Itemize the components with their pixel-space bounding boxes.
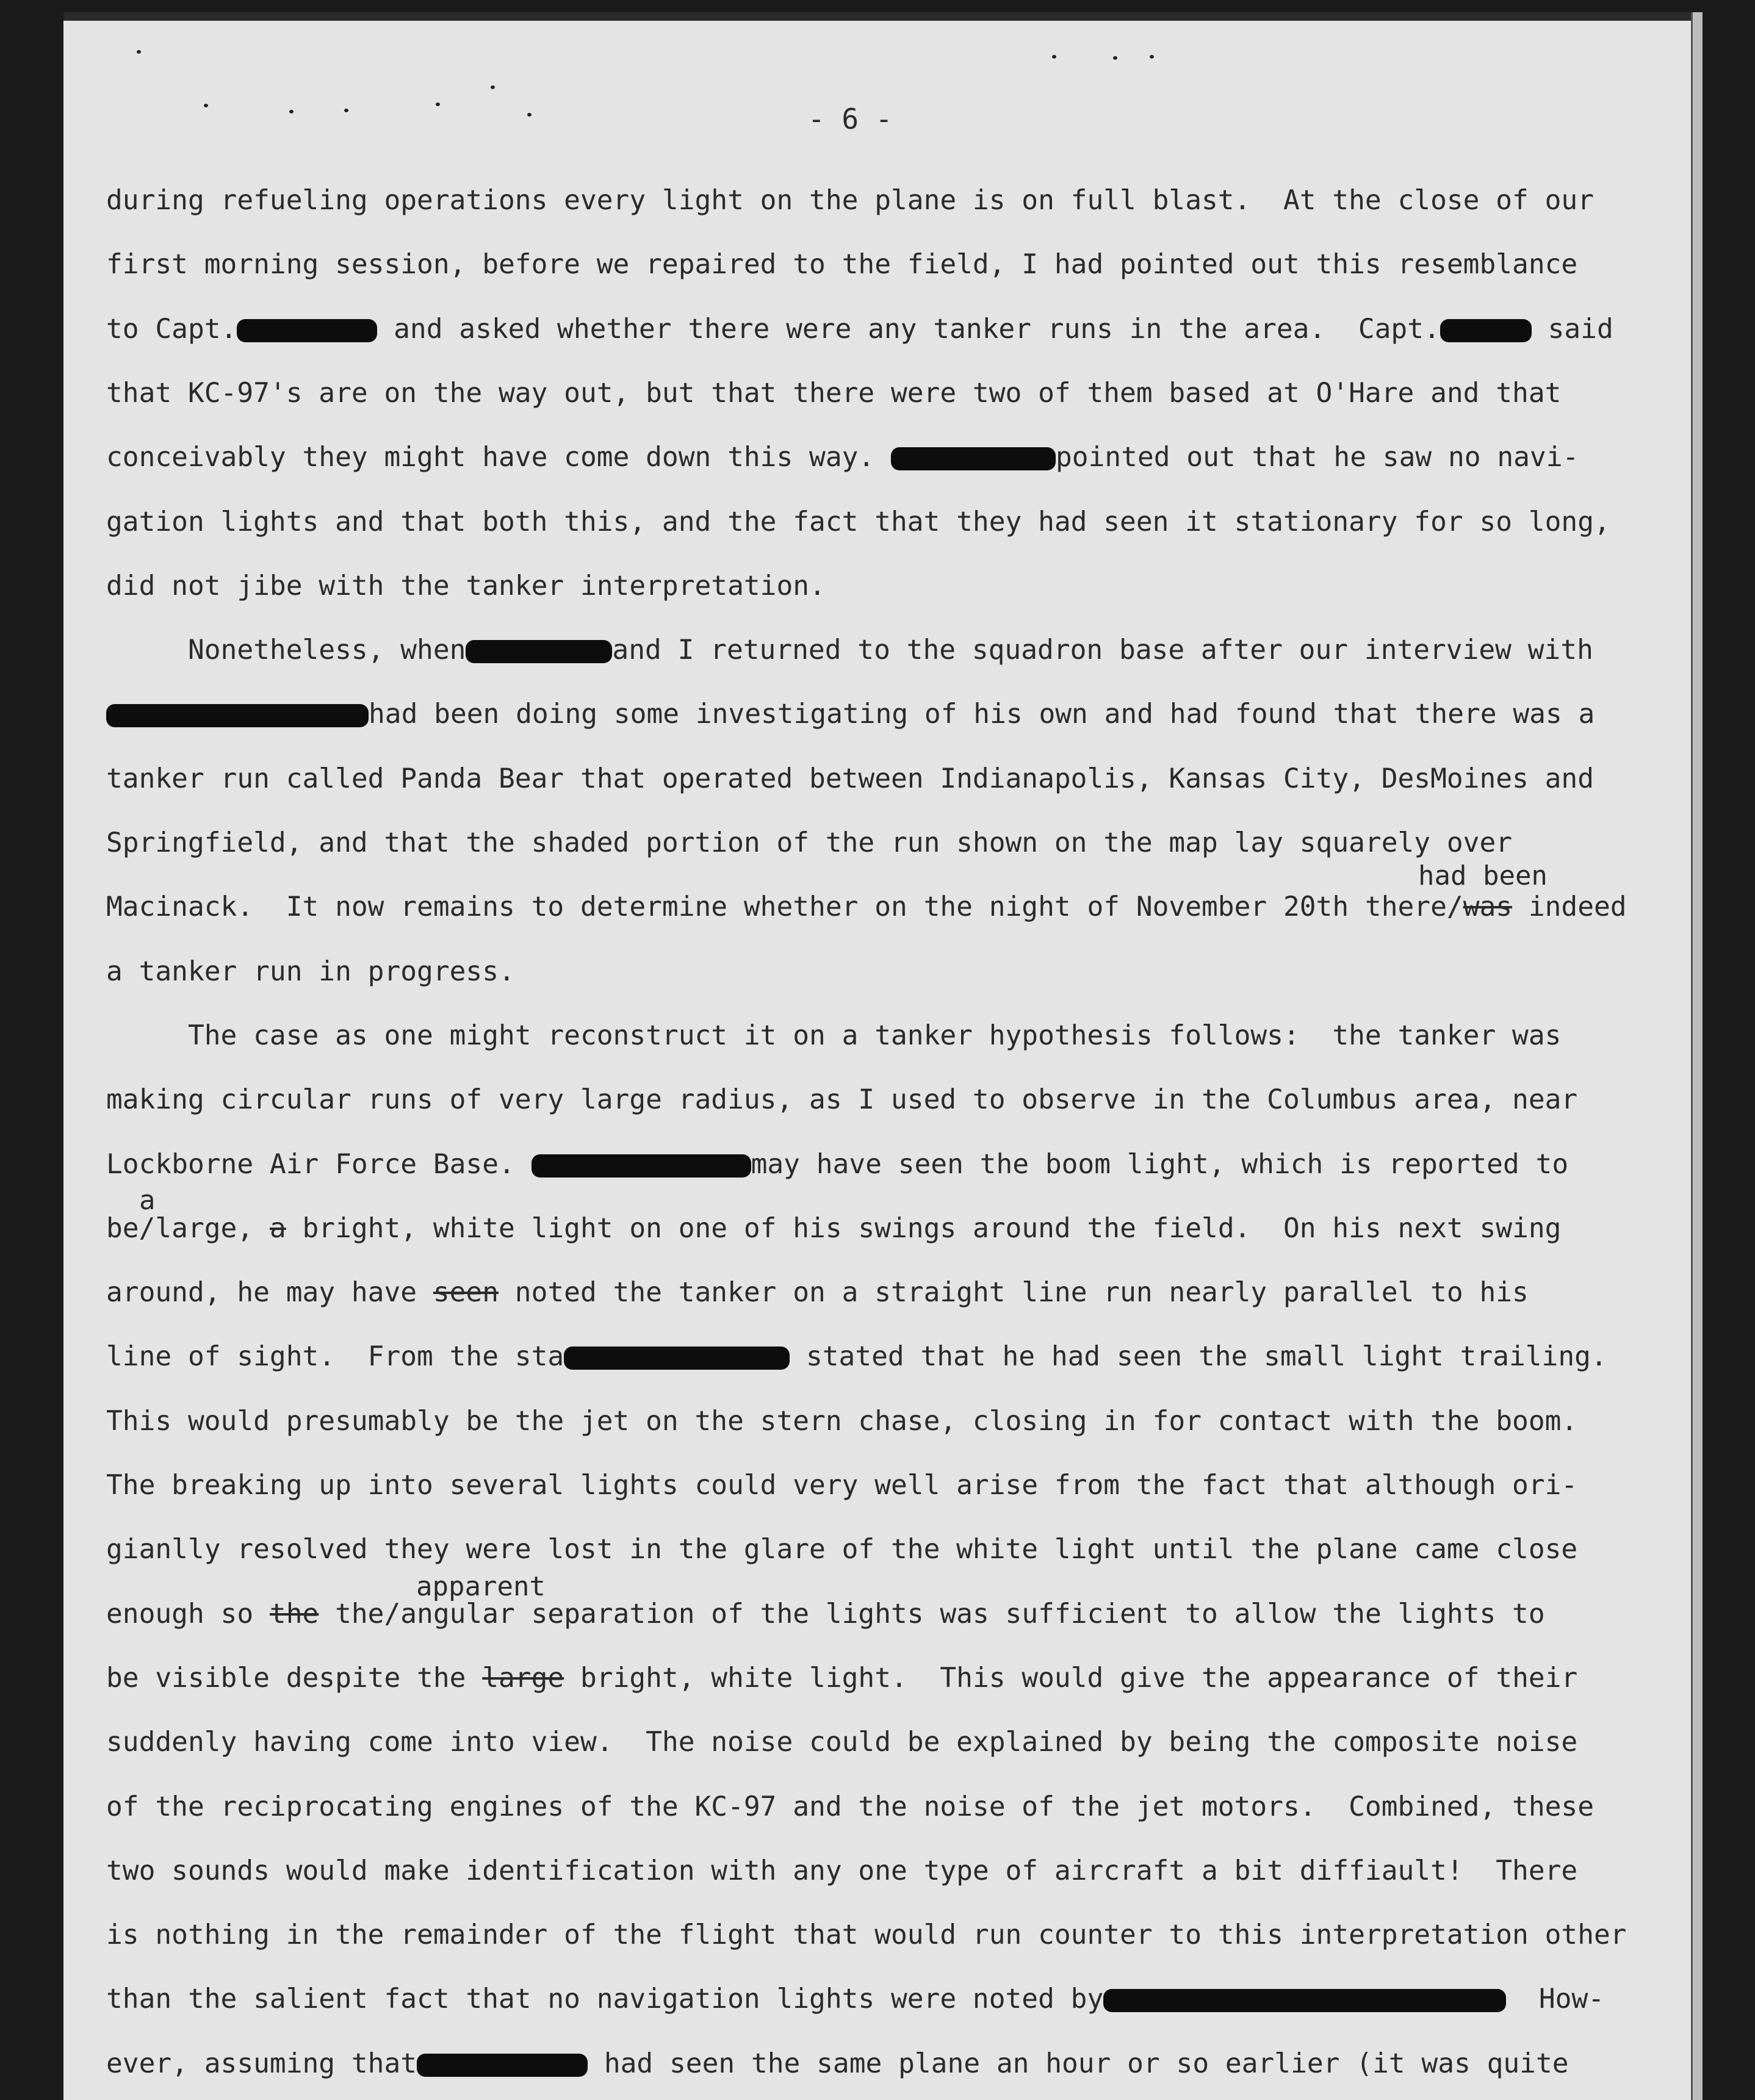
redaction-bar <box>466 640 612 663</box>
text-segment: and asked whether there were any tanker runs in the area. Capt. <box>377 314 1440 345</box>
text-segment: making circular runs of very large radius, as I used to observe in the Columbus area, near <box>106 1084 1578 1115</box>
struck-text: seen <box>433 1277 499 1308</box>
redaction-bar <box>106 704 369 727</box>
text-line <box>106 444 1681 475</box>
text-segment: that KC-97's are on the way out, but that there were two of them based at O'Hare and that <box>106 378 1562 409</box>
text-segment: two sounds would make identification with any one type of aircraft a bit diffiault! There <box>106 1855 1578 1886</box>
text-segment: during refueling operations every light on the plane is on full blast. At the close of our <box>106 185 1595 216</box>
text-line <box>106 827 1681 860</box>
text-line <box>106 1279 1681 1310</box>
struck-text: a <box>269 1213 286 1244</box>
text-line <box>106 1536 1681 1567</box>
text-segment: be visible despite the <box>106 1663 483 1694</box>
text-segment: a tanker run in progress. <box>106 956 515 987</box>
text-line <box>106 380 1681 411</box>
text-segment: did not jibe with the tanker interpretation. <box>106 570 826 602</box>
text-segment: enough so <box>106 1598 270 1630</box>
text-line <box>106 187 1681 218</box>
text-segment: and I returned to the squadron base after our interview with <box>612 635 1593 666</box>
struck-text: large <box>482 1663 564 1694</box>
text-line <box>106 763 1681 796</box>
text-segment: Nonetheless, when <box>106 635 466 666</box>
text-segment: This would presumably be the jet on the stern chase, closing in for contact with the boom. <box>106 1406 1578 1437</box>
text-segment: of the reciprocating engines of the KC-97 and the noise of the jet motors. Combined, these <box>106 1791 1595 1822</box>
text-segment: stated that he had seen the small light trailing. <box>790 1341 1607 1372</box>
text-line <box>106 1983 1681 2016</box>
text-segment: is nothing in the remainder of the flight that would run counter to this interpretation other <box>106 1919 1627 1951</box>
text-line <box>106 1408 1681 1439</box>
text-line <box>106 1215 1681 1246</box>
text-line <box>106 891 1681 924</box>
text-line <box>106 1665 1681 1695</box>
text-line <box>106 701 1681 732</box>
text-line <box>106 637 1681 667</box>
insert-apparent: apparent <box>416 1571 546 1602</box>
redaction-bar <box>532 1154 751 1178</box>
insert-a: a <box>139 1185 156 1216</box>
text-line <box>106 1855 1681 1888</box>
text-segment: said <box>1531 314 1613 345</box>
insert-had-been: had been <box>1418 860 1548 891</box>
text-line <box>106 570 1681 603</box>
text-segment: had been doing some investigating of his own and had found that there was a <box>369 699 1595 730</box>
struck-text: was <box>1463 891 1513 922</box>
text-line <box>106 1791 1681 1824</box>
text-segment: Macinack. It now remains to determine whether on the night of November 20th there/ <box>106 891 1463 922</box>
redaction-bar <box>237 319 377 342</box>
text-segment: bright, white light on one of his swings around the field. On his next swing <box>286 1213 1562 1244</box>
scan-top-border <box>63 12 1703 21</box>
text-segment: The breaking up into several lights could very well arise from the fact that although ori- <box>106 1470 1578 1501</box>
text-segment: be/large, <box>106 1213 270 1244</box>
text-line <box>106 1472 1681 1503</box>
text-line <box>106 2048 1681 2081</box>
redaction-bar <box>564 1347 790 1370</box>
text-segment: to Capt. <box>106 314 237 345</box>
struck-text: the <box>269 1598 319 1630</box>
text-line <box>106 1020 1681 1053</box>
text-line <box>106 1919 1681 1952</box>
text-line <box>106 958 1681 989</box>
text-segment: Lockborne Air Force Base. <box>106 1149 532 1180</box>
text-segment: the/angular separation of the lights was sufficient to allow the lights to <box>319 1598 1545 1630</box>
text-segment: may have seen the boom light, which is reported to <box>751 1149 1569 1180</box>
text-segment: conceivably they might have come down this way. <box>106 442 891 473</box>
text-line <box>106 1084 1681 1117</box>
text-line <box>106 1598 1681 1631</box>
text-segment: The case as one might reconstruct it on a tanker hypothesis follows: the tanker was <box>106 1020 1562 1051</box>
text-segment: How- <box>1506 1983 1605 2015</box>
text-segment: first morning session, before we repaired to the field, I had pointed out this resemblance <box>106 249 1578 280</box>
text-segment: line of sight. From the sta <box>106 1341 564 1372</box>
text-segment: gation lights and that both this, and the fact that they had seen it stationary for so long, <box>106 506 1610 538</box>
text-segment: had seen the same plane an hour or so earlier (it was quite <box>588 2048 1569 2079</box>
text-segment: pointed out that he saw no navi- <box>1055 442 1579 473</box>
redaction-bar <box>1103 1989 1506 2012</box>
text-segment: suddenly having come into view. The noise could be explained by being the composite noise <box>106 1727 1578 1758</box>
page-number: - 6 - <box>808 102 893 135</box>
document-page <box>63 12 1703 2100</box>
text-segment: around, he may have <box>106 1277 433 1308</box>
text-segment: than the salient fact that no navigation lights were noted by <box>106 1983 1104 2015</box>
text-line <box>106 1151 1681 1182</box>
scan-right-border <box>1691 12 1703 2100</box>
text-line <box>106 1343 1681 1374</box>
text-line <box>106 1729 1681 1760</box>
text-line <box>106 316 1681 347</box>
redaction-bar <box>417 2054 588 2077</box>
text-line <box>106 506 1681 539</box>
text-segment: bright, white light. This would give the appearance of their <box>564 1663 1578 1694</box>
text-segment: tanker run called Panda Bear that operated between Indianapolis, Kansas City, DesMoines and <box>106 763 1595 794</box>
redaction-bar <box>891 447 1056 470</box>
redaction-bar <box>1440 319 1532 342</box>
text-segment: indeed <box>1512 891 1627 922</box>
text-line <box>106 251 1681 282</box>
text-segment: gianlly resolved they were lost in the glare of the white light until the plane came close <box>106 1534 1578 1565</box>
text-segment: ever, assuming that <box>106 2048 417 2079</box>
text-segment: Springfield, and that the shaded portion of the run shown on the map lay squarely over <box>106 827 1513 858</box>
text-segment: noted the tanker on a straight line run nearly parallel to his <box>499 1277 1529 1308</box>
